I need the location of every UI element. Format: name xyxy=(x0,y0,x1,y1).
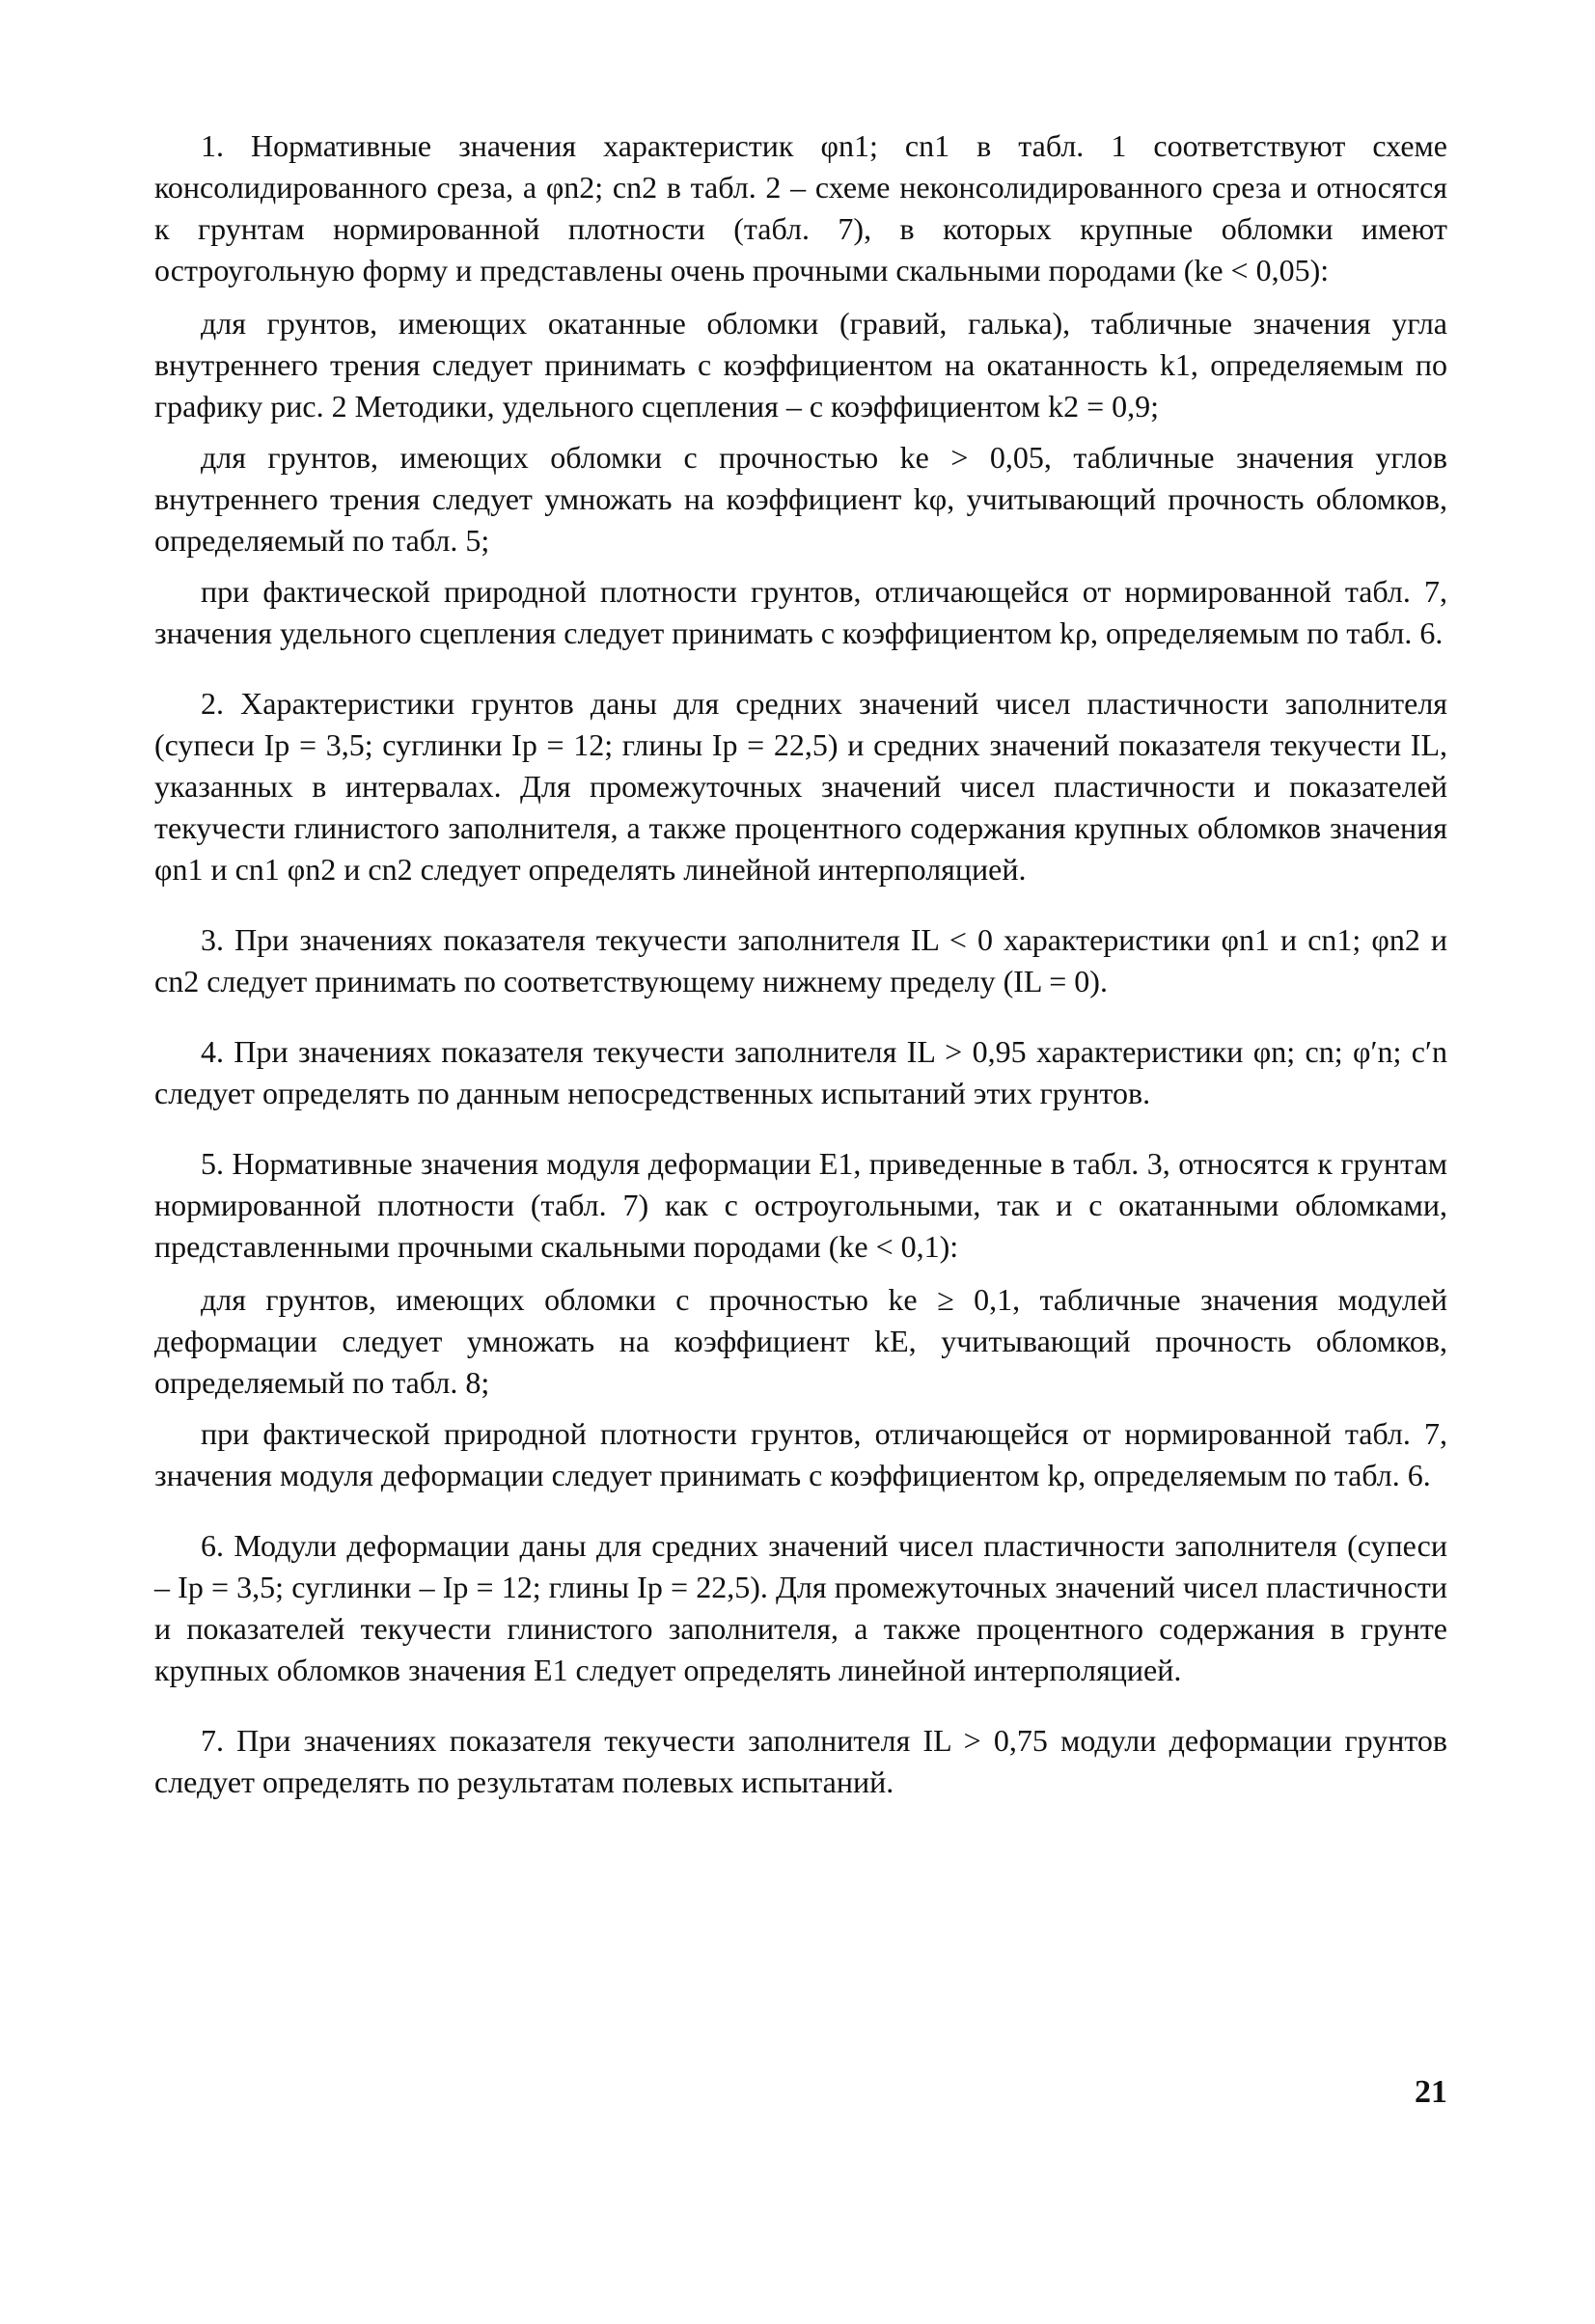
paragraph-note-7: 7. При значениях показателя текучести заполнителя IL > 0,75 модули деформации грунтов следует определять по результатам полевых испытаний. xyxy=(154,1723,1447,1799)
page-number: 21 xyxy=(1415,2074,1447,2110)
paragraph-note-5-actual-density: при фактической природной плотности грунтов, отличающейся от нормированной табл. 7, значения модуля деформации следует принимать с коэффициентом kρ, определяемым по табл. 6. xyxy=(154,1416,1447,1492)
document-page xyxy=(154,125,1447,1815)
paragraph-note-5-debris-strength: для грунтов, имеющих обломки с прочностью ke ≥ 0,1, табличные значения модулей деформации следует умножать на коэффициент kE, учитывающий прочность обломков, определяемый по табл. 8; xyxy=(154,1282,1447,1400)
paragraph-note-1-rounded-debris: для грунтов, имеющих окатанные обломки (гравий, галька), табличные значения угла внутреннего трения следует принимать с коэффициентом на окатанность k1, определяемым по графику рис. 2 Методики, удельного сцепления – с коэффициентом k2 = 0,9; xyxy=(154,306,1447,424)
paragraph-note-1: 1. Нормативные значения характеристик φn1; cn1 в табл. 1 соответствуют схеме консолидированного среза, а φn2; cn2 в табл. 2 – схеме неконсолидированного среза и относятся к грунтам нормированной плотности (табл. 7), в которых крупные обломки имеют остроугольную форму и представлены очень прочными скальными породами (ke < 0,05): xyxy=(154,128,1447,287)
paragraph-note-1-debris-strength: для грунтов, имеющих обломки с прочностью ke > 0,05, табличные значения углов внутреннего трения следует умножать на коэффициент kφ, учитывающий прочность обломков, определяемый по табл. 5; xyxy=(154,440,1447,558)
paragraph-note-1-actual-density: при фактической природной плотности грунтов, отличающейся от нормированной табл. 7, значения удельного сцепления следует принимать с коэффициентом kρ, определяемым по табл. 6. xyxy=(154,574,1447,650)
paragraph-note-6: 6. Модули деформации даны для средних значений чисел пластичности заполнителя (супеси – Ip = 3,5; суглинки – Ip = 12; глины Ip = 22,5). Для промежуточных значений чисел пластичности и показателей текучести глинистого заполнителя, а также процентного содержания в грунте крупных обломков значения E1 следует определять линейной интерполяцией. xyxy=(154,1528,1447,1687)
paragraph-note-5: 5. Нормативные значения модуля деформации E1, приведенные в табл. 3, относятся к грунтам нормированной плотности (табл. 7) как с остроугольными, так и с окатанными обломками, представленными прочными скальными породами (ke < 0,1): xyxy=(154,1146,1447,1264)
paragraph-note-3: 3. При значениях показателя текучести заполнителя IL < 0 характеристики φn1 и cn1; φn2 и cn2 следует принимать по соответствующему нижнему пределу (IL = 0). xyxy=(154,922,1447,998)
paragraph-note-2: 2. Характеристики грунтов даны для средних значений чисел пластичности заполнителя (супеси Ip = 3,5; суглинки Ip = 12; глины Ip = 22,5) и средних значений показателя текучести IL, указанных в интервалах. Для промежуточных значений чисел пластичности и показателей текучести глинистого заполнителя, а также процентного содержания крупных обломков значения φn1 и cn1 φn2 и cn2 следует определять линейной интерполяцией. xyxy=(154,686,1447,887)
paragraph-note-4: 4. При значениях показателя текучести заполнителя IL > 0,95 характеристики φn; cn; φ′n; c′n следует определять по данным непосредственных испытаний этих грунтов. xyxy=(154,1034,1447,1110)
